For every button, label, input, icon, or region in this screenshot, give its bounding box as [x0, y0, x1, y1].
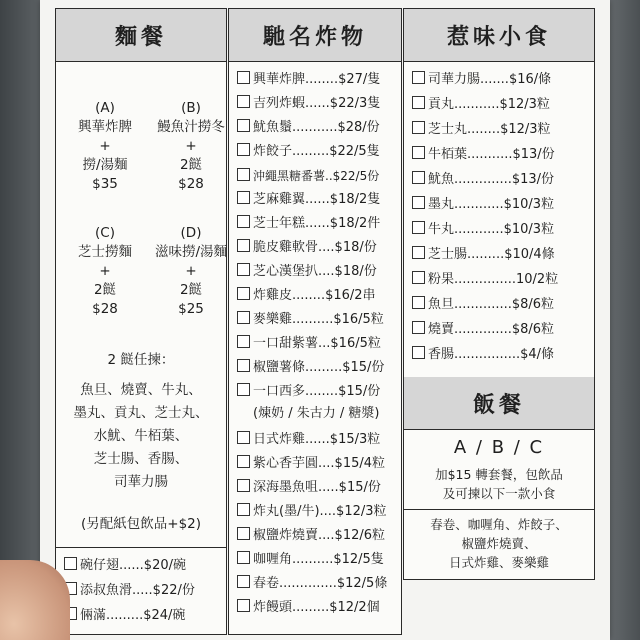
- checkbox[interactable]: [237, 479, 250, 492]
- menu-item[interactable]: [237, 575, 397, 593]
- item-name: 椒鹽炸燒賣: [253, 528, 319, 543]
- item-price: ......$20/碗: [119, 558, 187, 573]
- item-name: 司華力腸: [428, 72, 481, 87]
- choice-title: 2 餸任揀：: [107, 352, 175, 368]
- checkbox[interactable]: [237, 503, 250, 516]
- menu-item[interactable]: [412, 96, 590, 114]
- choice-line: 芝士腸、香腸、: [93, 451, 189, 467]
- item-name: 芝心漢堡扒: [253, 264, 319, 279]
- item-price: ..............$12/5條: [279, 576, 388, 591]
- item-name: 墨丸: [428, 197, 455, 212]
- item-price: ..........$12/5隻: [292, 552, 384, 567]
- item-name: 麥樂雞: [253, 312, 293, 327]
- item-price: ...........$13/份: [467, 147, 555, 162]
- checkbox[interactable]: [412, 321, 425, 334]
- combo-label: (A): [95, 100, 115, 116]
- item-name: 炸餃子: [253, 144, 293, 159]
- menu-item[interactable]: [237, 215, 397, 233]
- checkbox[interactable]: [237, 359, 250, 372]
- combo-label: (B): [181, 100, 201, 116]
- checkbox[interactable]: [237, 599, 250, 612]
- item-price: .........$15/份: [305, 360, 385, 375]
- checkbox[interactable]: [237, 239, 250, 252]
- item-name: (煉奶 / 朱古力 / 糖漿): [253, 406, 380, 421]
- checkbox[interactable]: [64, 557, 77, 570]
- item-price: ......$22/3隻: [305, 96, 381, 111]
- menu-item[interactable]: [412, 321, 590, 339]
- combo-plus: +: [185, 138, 197, 154]
- item-price: ........$16/2串: [292, 288, 376, 303]
- choice-list: [56, 379, 226, 494]
- item-name: 芝士丸: [428, 122, 468, 137]
- checkbox[interactable]: [237, 335, 250, 348]
- checkbox[interactable]: [237, 455, 250, 468]
- item-name: 魚旦: [428, 297, 455, 312]
- choice-line: 魚旦、燒賣、牛丸、: [80, 382, 202, 398]
- combo-name: 興華炸脾: [78, 119, 132, 135]
- item-name: 牛丸: [428, 222, 455, 237]
- fried-list: [237, 71, 397, 631]
- item-name: 炸饅頭: [253, 600, 293, 615]
- item-price: ......$18/2隻: [305, 192, 381, 207]
- combo-detail: 2餸: [93, 282, 117, 298]
- item-name: 添叔魚滑: [80, 583, 133, 598]
- item-price: ..............$8/6粒: [454, 297, 555, 312]
- checkbox[interactable]: [412, 71, 425, 84]
- combo-price: $28: [178, 176, 204, 192]
- checkbox[interactable]: [237, 143, 250, 156]
- noodles-extras: [64, 557, 222, 637]
- menu-item-note: [237, 405, 397, 423]
- item-name: 深海墨魚咀: [253, 480, 319, 495]
- menu-item[interactable]: [237, 551, 397, 569]
- item-name: 椒鹽薯條: [253, 360, 306, 375]
- combo-d: [146, 224, 236, 319]
- fried-title: 馳名炸物: [229, 9, 401, 62]
- item-price: ....$12/6粒: [318, 528, 386, 543]
- drink-note: (另配紙包飲品+$2): [80, 516, 202, 532]
- menu-item[interactable]: [237, 383, 397, 401]
- item-name: 一口甜紫薯: [253, 336, 319, 351]
- menu-item[interactable]: [237, 239, 397, 257]
- rice-options: A / B / C: [453, 437, 545, 458]
- checkbox[interactable]: [412, 146, 425, 159]
- combo-b: [146, 99, 236, 194]
- checkbox[interactable]: [237, 215, 250, 228]
- menu-item[interactable]: [412, 221, 590, 239]
- item-price: ....$15/4粒: [318, 456, 386, 471]
- checkbox[interactable]: [237, 575, 250, 588]
- choice-line: 春卷、咖喱角、炸餃子、: [430, 517, 568, 532]
- checkbox[interactable]: [237, 383, 250, 396]
- menu-item[interactable]: [64, 607, 222, 625]
- item-name: 芝士年糕: [253, 216, 306, 231]
- checkbox[interactable]: [412, 171, 425, 184]
- combo-price: $28: [92, 301, 118, 317]
- item-price: ................$4/條: [454, 347, 555, 362]
- checkbox[interactable]: [412, 121, 425, 134]
- menu-item[interactable]: [237, 527, 397, 545]
- choice-line: 墨丸、貢丸、芝士丸、: [73, 405, 209, 421]
- combo-name: 滋味撈/湯麵: [154, 244, 228, 260]
- choice-line: 司華力腸: [114, 474, 168, 490]
- snacks-list: [412, 71, 590, 371]
- item-price: .........$12/2個: [292, 600, 380, 615]
- rice-choices: [404, 515, 594, 572]
- item-name: 春卷: [253, 576, 280, 591]
- menu-item[interactable]: [237, 599, 397, 617]
- rice-divider: [404, 509, 594, 510]
- combo-c: [60, 224, 150, 319]
- menu-item[interactable]: [237, 311, 397, 329]
- menu-item[interactable]: [412, 71, 590, 89]
- combo-name: 芝士撈麵: [78, 244, 132, 260]
- combo-plus: +: [99, 263, 111, 279]
- combo-label: (D): [180, 225, 202, 241]
- item-name: 香腸: [428, 347, 455, 362]
- item-name: 粉果: [428, 272, 455, 287]
- menu-item[interactable]: [237, 263, 397, 281]
- menu-item[interactable]: [237, 191, 397, 209]
- checkbox[interactable]: [237, 168, 250, 181]
- item-price: ......$15/3粒: [305, 432, 381, 447]
- combo-price: $25: [178, 301, 204, 317]
- item-price: ......$18/2件: [305, 216, 381, 231]
- menu-item[interactable]: [412, 196, 590, 214]
- item-price: ....$18/份: [318, 240, 377, 255]
- item-name: 一口西多: [253, 384, 306, 399]
- item-price: ........$15/份: [305, 384, 381, 399]
- menu-item[interactable]: [237, 119, 397, 137]
- item-name: 咖喱角: [253, 552, 293, 567]
- combo-plus: +: [99, 138, 111, 154]
- item-name: 牛栢葉: [428, 147, 468, 162]
- menu-item[interactable]: [412, 296, 590, 314]
- noodles-title: 麵餐: [56, 9, 226, 62]
- checkbox[interactable]: [412, 221, 425, 234]
- menu-item[interactable]: [64, 582, 222, 600]
- item-price: ...$16/5粒: [318, 336, 381, 351]
- checkbox[interactable]: [237, 95, 250, 108]
- choice-line: 日式炸雞、麥樂雞: [448, 555, 549, 570]
- menu-item[interactable]: [237, 455, 397, 473]
- rice-column: [403, 377, 595, 580]
- checkbox[interactable]: [237, 287, 250, 300]
- noodles-column: [55, 8, 227, 635]
- menu-item[interactable]: [237, 71, 397, 89]
- combo-a: [60, 99, 150, 194]
- menu-item[interactable]: [237, 431, 397, 449]
- menu-item[interactable]: [237, 167, 397, 185]
- item-name: 魷魚鬚: [253, 120, 293, 135]
- note-line: 加$15 轉套餐，包飲品: [435, 467, 563, 482]
- item-price: .........$24/碗: [106, 608, 186, 623]
- item-name: 碗仔翅: [80, 558, 120, 573]
- menu-item[interactable]: [237, 503, 397, 521]
- menu-item[interactable]: [237, 143, 397, 161]
- item-price: ............$10/3粒: [454, 197, 555, 212]
- snacks-title: 惹味小食: [404, 9, 594, 62]
- combo-name: 鰻魚汁撈冬: [157, 119, 225, 135]
- item-name: 紫心香芋圓: [253, 456, 319, 471]
- checkbox[interactable]: [237, 263, 250, 276]
- item-price: .......$16/條: [480, 72, 552, 87]
- thumb: [0, 560, 70, 640]
- item-price: .....$15/份: [318, 480, 381, 495]
- combo-detail: 2餸: [179, 157, 203, 173]
- note-line: 及可揀以下一款小食: [442, 486, 556, 501]
- checkbox[interactable]: [237, 527, 250, 540]
- choice-line: 水魷、牛栢葉、: [93, 428, 189, 444]
- item-name: 日式炸雞: [253, 432, 306, 447]
- menu-item[interactable]: [237, 359, 397, 377]
- item-name: 芝麻雞翼: [253, 192, 306, 207]
- menu-sheet: [40, 0, 610, 640]
- item-price: ....$12/3粒: [319, 504, 387, 519]
- item-price: ..............$13/份: [454, 172, 555, 187]
- checkbox[interactable]: [412, 296, 425, 309]
- menu-item[interactable]: [237, 335, 397, 353]
- item-price: .....$22/份: [132, 583, 195, 598]
- item-price: ...............10/2粒: [454, 272, 559, 287]
- menu-item[interactable]: [64, 557, 222, 575]
- item-price: ............$10/3粒: [454, 222, 555, 237]
- checkbox[interactable]: [237, 119, 250, 132]
- checkbox[interactable]: [412, 346, 425, 359]
- combo-detail: 2餸: [179, 282, 203, 298]
- noodles-divider: [56, 547, 226, 548]
- menu-item[interactable]: [412, 271, 590, 289]
- menu-item[interactable]: [412, 346, 590, 364]
- checkbox[interactable]: [412, 271, 425, 284]
- rice-note: [404, 465, 594, 503]
- menu-item[interactable]: [412, 171, 590, 189]
- checkbox[interactable]: [412, 96, 425, 109]
- checkbox[interactable]: [237, 71, 250, 84]
- item-name: 貢丸: [428, 97, 455, 112]
- item-price: ........$12/3粒: [467, 122, 551, 137]
- combo-price: $35: [92, 176, 118, 192]
- checkbox[interactable]: [412, 196, 425, 209]
- checkbox[interactable]: [412, 246, 425, 259]
- item-price: ..$22/5份: [325, 169, 380, 183]
- item-price: ...........$12/3粒: [454, 97, 550, 112]
- item-name: 倆滿: [80, 608, 107, 623]
- checkbox[interactable]: [237, 191, 250, 204]
- item-name: 興華炸脾: [253, 72, 306, 87]
- item-price: .........$10/4條: [467, 247, 555, 262]
- item-price: ....$18/份: [318, 264, 377, 279]
- menu-item[interactable]: [237, 479, 397, 497]
- menu-item[interactable]: [237, 95, 397, 113]
- item-price: ..........$16/5粒: [292, 312, 384, 327]
- combo-plus: +: [185, 263, 197, 279]
- menu-item[interactable]: [412, 121, 590, 139]
- menu-item[interactable]: [412, 146, 590, 164]
- menu-item[interactable]: [237, 287, 397, 305]
- item-name: 炸丸(墨/牛): [253, 504, 320, 519]
- checkbox[interactable]: [237, 311, 250, 324]
- snacks-column: [403, 8, 595, 380]
- item-name: 脆皮雞軟骨: [253, 240, 319, 255]
- menu-item[interactable]: [412, 246, 590, 264]
- item-name: 魷魚: [428, 172, 455, 187]
- item-name: 芝士腸: [428, 247, 468, 262]
- rice-title: 飯餐: [404, 377, 594, 430]
- item-price: ...........$28/份: [292, 120, 380, 135]
- fried-column: [228, 8, 402, 635]
- item-name: 沖繩黑糖番薯: [253, 169, 326, 183]
- item-price: ........$27/隻: [305, 72, 381, 87]
- item-price: ..............$8/6粒: [454, 322, 555, 337]
- item-name: 燒賣: [428, 322, 455, 337]
- item-name: 吉列炸蝦: [253, 96, 306, 111]
- checkbox[interactable]: [237, 551, 250, 564]
- choice-line: 椒鹽炸燒賣、: [461, 536, 537, 551]
- item-price: .........$22/5隻: [292, 144, 380, 159]
- checkbox[interactable]: [237, 431, 250, 444]
- combo-label: (C): [95, 225, 115, 241]
- combo-detail: 撈/湯麵: [82, 157, 128, 173]
- item-name: 炸雞皮: [253, 288, 293, 303]
